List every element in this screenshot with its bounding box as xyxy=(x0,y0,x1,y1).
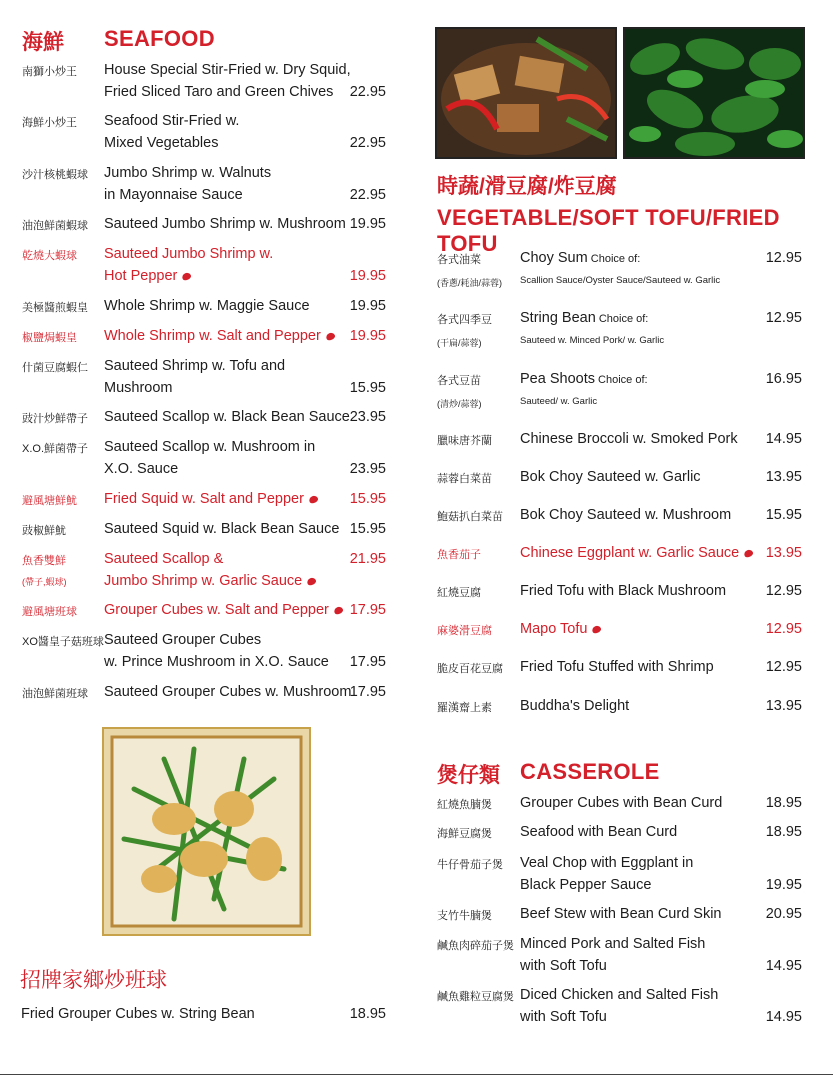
casserole-item-price: 18.95 xyxy=(765,795,802,811)
grouper-string-bean-image xyxy=(104,729,309,934)
seafood-item-price: 19.95 xyxy=(349,328,386,344)
vegetable-item-zh: 臘味唐芥蘭 xyxy=(437,435,492,447)
vegetable-item-zh: 鮑菇扒白菜苗 xyxy=(437,511,503,523)
seafood-item-name: Mushroom xyxy=(104,380,173,396)
seafood-item-name: Sauteed Jumbo Shrimp w. xyxy=(104,246,274,262)
casserole-item-price: 20.95 xyxy=(765,906,802,922)
seafood-item-price: 15.95 xyxy=(349,491,386,507)
signature-dish-price: 18.95 xyxy=(349,1006,386,1022)
seafood-item-price: 17.95 xyxy=(349,684,386,700)
seafood-item-price: 23.95 xyxy=(349,409,386,425)
seafood-item-price: 17.95 xyxy=(349,602,386,618)
seafood-item-name: Sauteed Scallop & xyxy=(104,551,224,567)
casserole-item-name: Grouper Cubes with Bean Curd xyxy=(520,795,723,811)
casserole-item-name: with Soft Tofu xyxy=(520,1009,607,1025)
seafood-item-name: Sauteed Grouper Cubes xyxy=(104,632,262,648)
vegetable-item-price: 13.95 xyxy=(765,545,802,561)
vegetable-item-options: Sauteed/ w. Garlic xyxy=(520,396,598,407)
vegetable-item-name: String Bean Choice of: xyxy=(520,310,649,326)
vegetable-item-zh-sub: (清炒/蒜蓉) xyxy=(437,399,482,409)
seafood-item-name: Fried Sliced Taro and Green Chives xyxy=(104,84,334,100)
grouper-string-bean-photo xyxy=(102,727,311,936)
stir-fry-photo xyxy=(435,27,617,159)
casserole-item-zh: 鹹魚肉碎茄子煲 xyxy=(437,940,514,952)
casserole-item-zh: 支竹牛腩煲 xyxy=(437,910,492,922)
seafood-title-zh: 海鮮 xyxy=(22,31,64,54)
vegetable-item-zh: 各式四季豆 xyxy=(437,314,492,326)
seafood-item-price: 22.95 xyxy=(349,187,386,203)
seafood-item-zh: 避風塘鮮魷 xyxy=(22,495,77,507)
casserole-item-name: Beef Stew with Bean Curd Skin xyxy=(520,906,722,922)
seafood-item-name: Whole Shrimp w. Salt and Pepper xyxy=(104,325,335,347)
signature-title-zh: 招牌家鄉炒班球 xyxy=(20,969,167,992)
vegetable-item-price: 13.95 xyxy=(765,469,802,485)
seafood-item-price: 15.95 xyxy=(349,521,386,537)
vegetable-item-name: Fried Tofu Stuffed with Shrimp xyxy=(520,659,714,675)
vegetable-item-zh: 脆皮百花豆腐 xyxy=(437,663,503,675)
seafood-item-price: 23.95 xyxy=(349,461,386,477)
casserole-item-name: Black Pepper Sauce xyxy=(520,877,652,893)
vegetable-item-zh: 魚香茄子 xyxy=(437,549,481,561)
casserole-item-name: Seafood with Bean Curd xyxy=(520,824,678,840)
seafood-item-zh: 海鮮小炒王 xyxy=(22,117,77,129)
page-bottom-divider xyxy=(0,1074,833,1075)
vegetable-item-zh: 紅燒豆腐 xyxy=(437,587,481,599)
seafood-item-zh: 油泡鮮菌蝦球 xyxy=(22,220,88,232)
seafood-item-zh: 美極醬煎蝦皇 xyxy=(22,302,88,314)
seafood-item-name: X.O. Sauce xyxy=(104,461,179,477)
seafood-item-price: 17.95 xyxy=(349,654,386,670)
vegetable-item-name: Chinese Eggplant w. Garlic Sauce xyxy=(520,542,753,564)
vegetable-item-name: Bok Choy Sauteed w. Mushroom xyxy=(520,507,732,523)
vegetable-item-choice-label: Choice of: xyxy=(595,313,649,325)
casserole-item-price: 14.95 xyxy=(765,1009,802,1025)
seafood-item-zh: 豉椒鮮魷 xyxy=(22,525,66,537)
seafood-item-zh: 乾燒大蝦球 xyxy=(22,250,77,262)
seafood-item-zh: 魚香雙鮮 xyxy=(22,555,66,567)
vegetable-item-price: 13.95 xyxy=(765,698,802,714)
vegetable-item-price: 12.95 xyxy=(765,310,802,326)
casserole-item-zh: 鹹魚雞粒豆腐煲 xyxy=(437,991,514,1003)
seafood-item-name: Sauteed Grouper Cubes w. Mushroom xyxy=(104,684,352,700)
vegetable-item-name: Chinese Broccoli w. Smoked Pork xyxy=(520,431,738,447)
casserole-item-zh: 海鮮豆腐煲 xyxy=(437,828,492,840)
seafood-item-name: Sauteed Scallop w. Black Bean Sauce xyxy=(104,409,350,425)
vegetable-item-price: 14.95 xyxy=(765,431,802,447)
casserole-item-name: Minced Pork and Salted Fish xyxy=(520,936,706,952)
vegetable-item-price: 12.95 xyxy=(765,583,802,599)
seafood-item-name: Seafood Stir-Fried w. xyxy=(104,113,240,129)
vegetable-item-zh-sub: (干扁/蒜蓉) xyxy=(437,338,482,348)
vegetable-item-zh: 麻婆滑豆腐 xyxy=(437,625,492,637)
seafood-item-zh: 油泡鮮菌班球 xyxy=(22,688,88,700)
seafood-item-price: 15.95 xyxy=(349,380,386,396)
seafood-item-name: Fried Squid w. Salt and Pepper xyxy=(104,488,318,510)
seafood-item-zh: 避風塘班球 xyxy=(22,606,77,618)
seafood-item-name: Hot Pepper xyxy=(104,265,191,287)
casserole-item-price: 19.95 xyxy=(765,877,802,893)
greens-photo xyxy=(623,27,805,159)
seafood-item-name: Whole Shrimp w. Maggie Sauce xyxy=(104,298,310,314)
seafood-item-zh: 什菌豆腐蝦仁 xyxy=(22,362,88,374)
chili-pepper-icon xyxy=(306,576,317,586)
seafood-item-name: Sauteed Scallop w. Mushroom in xyxy=(104,439,316,455)
seafood-title-en: SEAFOOD xyxy=(104,26,215,51)
seafood-item-name: Sauteed Shrimp w. Tofu and xyxy=(104,358,286,374)
seafood-item-price: 22.95 xyxy=(349,135,386,151)
seafood-item-zh: 沙汁核桃蝦球 xyxy=(22,169,88,181)
seafood-item-name: Grouper Cubes w. Salt and Pepper xyxy=(104,599,343,621)
vegetable-item-price: 12.95 xyxy=(765,621,802,637)
greens-image xyxy=(625,29,803,157)
seafood-item-name: Mixed Vegetables xyxy=(104,135,219,151)
vegetable-item-price: 12.95 xyxy=(765,659,802,675)
chili-pepper-icon xyxy=(181,271,192,281)
vegetable-item-price: 16.95 xyxy=(765,371,802,387)
vegetable-item-zh: 羅漢齋上素 xyxy=(437,702,492,714)
chili-pepper-icon xyxy=(325,331,336,341)
seafood-item-zh: 椒鹽焗蝦皇 xyxy=(22,332,77,344)
vegetable-item-zh: 各式油菜 xyxy=(437,254,481,266)
stir-fry-image xyxy=(437,29,615,157)
casserole-item-price: 14.95 xyxy=(765,958,802,974)
seafood-item-zh: X.O.鮮菌帶子 xyxy=(22,443,89,455)
vegetable-item-options: Scallion Sauce/Oyster Sauce/Sauteed w. Garlic xyxy=(520,275,721,286)
casserole-title-zh: 煲仔類 xyxy=(437,764,500,787)
seafood-item-name: in Mayonnaise Sauce xyxy=(104,187,243,203)
vegetable-item-zh-sub: (香蔥/耗油/蒜蓉) xyxy=(437,278,502,288)
chili-pepper-icon xyxy=(308,494,319,504)
seafood-item-zh-sub: (帶子,蝦球) xyxy=(22,577,67,587)
casserole-item-zh: 紅燒魚腩煲 xyxy=(437,799,492,811)
vegetable-item-price: 12.95 xyxy=(765,250,802,266)
seafood-item-price: 21.95 xyxy=(349,551,386,567)
seafood-item-price: 19.95 xyxy=(349,216,386,232)
seafood-item-zh: 南獅小炒王 xyxy=(22,66,77,78)
vegetable-item-choice-label: Choice of: xyxy=(594,374,648,386)
casserole-item-name: with Soft Tofu xyxy=(520,958,607,974)
seafood-item-name: House Special Stir-Fried w. Dry Squid, xyxy=(104,62,351,78)
casserole-item-name: Diced Chicken and Salted Fish xyxy=(520,987,719,1003)
seafood-item-name: Jumbo Shrimp w. Walnuts xyxy=(104,165,272,181)
vegetable-item-options: Sauteed w. Minced Pork/ w. Garlic xyxy=(520,335,665,346)
vegetable-item-name: Buddha's Delight xyxy=(520,698,630,714)
vegetable-item-name: Mapo Tofu xyxy=(520,618,601,640)
vegetable-item-name: Choy Sum Choice of: xyxy=(520,250,641,266)
vegetable-item-zh: 各式豆苗 xyxy=(437,375,481,387)
vegetable-item-name: Pea Shoots Choice of: xyxy=(520,371,648,387)
seafood-item-name: w. Prince Mushroom in X.O. Sauce xyxy=(104,654,329,670)
seafood-item-name: Sauteed Squid w. Black Bean Sauce xyxy=(104,521,340,537)
seafood-item-price: 19.95 xyxy=(349,298,386,314)
casserole-item-name: Veal Chop with Eggplant in xyxy=(520,855,694,871)
vegetable-title-zh: 時蔬/滑豆腐/炸豆腐 xyxy=(437,175,617,198)
seafood-item-name: Sauteed Jumbo Shrimp w. Mushroom xyxy=(104,216,346,232)
seafood-item-price: 19.95 xyxy=(349,268,386,284)
seafood-item-name: Jumbo Shrimp w. Garlic Sauce xyxy=(104,570,316,592)
vegetable-item-price: 15.95 xyxy=(765,507,802,523)
seafood-item-zh: 豉汁炒鮮帶子 xyxy=(22,413,88,425)
vegetable-title-en: VEGETABLE/SOFT TOFU/FRIED TOFU xyxy=(437,205,780,256)
vegetable-item-choice-label: Choice of: xyxy=(587,253,641,265)
chili-pepper-icon xyxy=(591,624,602,634)
vegetable-item-name: Bok Choy Sauteed w. Garlic xyxy=(520,469,701,485)
signature-dish-name: Fried Grouper Cubes w. String Bean xyxy=(21,1006,255,1022)
seafood-item-zh: XO醬皇子菇班球 xyxy=(22,636,104,648)
vegetable-item-zh: 蒜蓉白菜苗 xyxy=(437,473,492,485)
vegetable-item-name: Fried Tofu with Black Mushroom xyxy=(520,583,727,599)
casserole-item-price: 18.95 xyxy=(765,824,802,840)
casserole-item-zh: 牛仔骨茄子煲 xyxy=(437,859,503,871)
casserole-title-en: CASSEROLE xyxy=(520,759,660,784)
seafood-item-price: 22.95 xyxy=(349,84,386,100)
